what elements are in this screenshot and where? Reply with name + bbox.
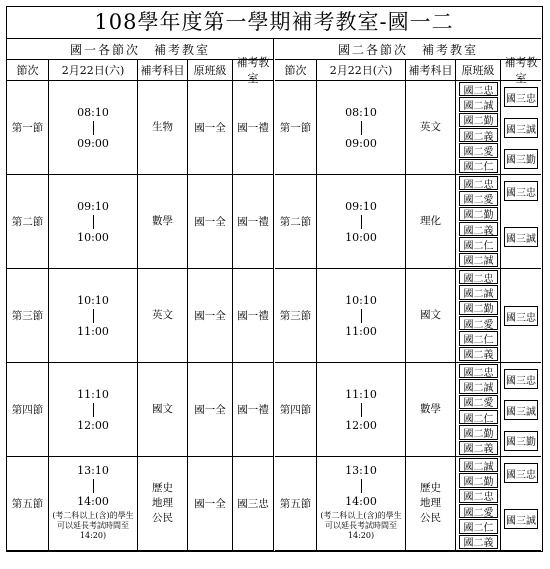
class-box: 國二義 [459,222,498,236]
exam-subject-text: 數學 [420,403,441,415]
class-box: 國二勤 [459,301,498,315]
column-header [275,60,317,81]
class-box: 國二愛 [459,395,498,409]
period-name-text: 第三節 [279,310,312,322]
column-header-text: 補考教室 [504,56,538,85]
room-box: 國三誠 [504,227,538,247]
class-box: 國二誠 [459,379,498,393]
exam-subject [138,457,188,551]
exam-subject-text: 地理 [152,497,173,509]
class-box: 國二忠 [459,176,498,190]
period-name [275,81,317,175]
period-time [49,269,138,363]
exam-subject-text: 歷史 [152,482,173,494]
class-box: 國二仁 [459,519,498,533]
extension-note: (考二科以上(含)的學生可以延長考試時間至14:20) [320,511,402,540]
class-box: 國二誠 [459,253,498,267]
class-box: 國二勤 [459,207,498,221]
class-box: 國二誠 [459,458,498,472]
exam-subject [406,175,456,269]
exam-subject [406,457,456,551]
column-header [406,60,456,81]
period-end-time: 14:00 [77,495,109,508]
column-header-text: 2月22日(六) [61,64,125,77]
schedule-sheet [6,6,543,552]
period-name [7,363,49,457]
exam-room [233,81,273,175]
class-box: 國二義 [459,347,498,361]
column-header [233,56,273,85]
original-class [188,175,233,269]
exam-subject [406,81,456,175]
room-box: 國三忠 [504,306,538,326]
extension-note: (考二科以上(含)的學生可以延長考試時間至14:20) [52,511,134,540]
exam-subject [138,363,188,457]
original-class [188,81,233,175]
period-name [7,175,49,269]
column-header-text: 2月22日(六) [329,64,393,77]
class-box: 國二義 [459,535,498,549]
exam-subject-text: 地理 [420,497,441,509]
period-end-time: 10:00 [77,230,109,244]
class-box: 國二勤 [459,113,498,127]
class-box: 國二義 [459,441,498,455]
original-class [188,269,233,363]
time-separator [93,215,94,229]
time-separator [361,309,362,323]
period-name [275,269,317,363]
column-header-text: 補考科目 [408,64,453,77]
class-box: 國二忠 [459,82,498,96]
period-end-time: 11:00 [345,324,377,338]
class-box: 國二愛 [459,143,498,157]
period-end-time: 09:00 [345,136,377,150]
original-class-text: 國一全 [194,498,226,510]
period-time [317,457,406,551]
period-name-text: 第一節 [279,122,312,134]
period-time [49,363,138,457]
exam-room [233,363,273,457]
exam-subject-text: 生物 [152,121,173,133]
column-header-text: 補考教室 [236,56,270,85]
original-class-text: 國一全 [194,216,226,228]
period-time [49,457,138,551]
period-name-text: 第五節 [279,498,312,510]
room-box: 國三誠 [504,118,538,138]
period-start-time: 09:10 [77,199,109,213]
exam-subject [138,269,188,363]
class-box: 國二誠 [459,97,498,111]
original-class-text: 國一全 [194,122,226,134]
exam-subject-text: 歷史 [420,482,441,494]
period-name [275,363,317,457]
period-name [7,269,49,363]
exam-room-text: 國一禮 [237,122,269,134]
original-class-text: 國一全 [194,404,226,416]
room-box: 國三誠 [504,400,538,420]
column-header [501,56,541,85]
period-time [317,175,406,269]
class-box: 國二忠 [459,489,498,503]
period-start-time: 10:10 [77,293,109,307]
period-name [275,457,317,551]
period-start-time: 08:10 [345,105,377,119]
class-box: 國二仁 [459,159,498,173]
time-separator [361,121,362,135]
exam-room-text: 國一禮 [237,310,269,322]
time-separator [361,479,362,493]
exam-subject [406,269,456,363]
exam-subject [406,363,456,457]
room-box: 國三忠 [504,463,538,483]
time-separator [93,479,94,493]
exam-room-text: 國三忠 [237,498,269,510]
period-name [7,81,49,175]
grade-8-section [275,39,541,551]
column-header-text: 節次 [16,64,39,77]
column-header [138,60,188,81]
time-separator [361,403,362,417]
exam-subject-text: 公民 [152,512,173,524]
class-box: 國二仁 [459,410,498,424]
period-time [317,81,406,175]
period-start-time: 11:10 [77,387,109,401]
period-time [49,175,138,269]
column-header-text: 原班級 [193,64,227,77]
column-header [456,60,501,81]
period-start-time: 11:10 [345,387,377,401]
column-header-text: 節次 [284,64,307,77]
class-box: 國二忠 [459,364,498,378]
room-box: 國三勤 [504,149,538,169]
class-box: 國二愛 [459,504,498,518]
exam-room-text: 國一禮 [237,216,269,228]
period-name [275,175,317,269]
period-end-time: 12:00 [345,418,377,432]
time-separator [93,121,94,135]
class-box: 國二愛 [459,191,498,205]
time-separator [93,403,94,417]
column-header [188,60,233,81]
class-box: 國二勤 [459,473,498,487]
exam-room [233,175,273,269]
time-separator [361,215,362,229]
period-start-time: 13:10 [77,464,109,477]
period-name-text: 第五節 [11,498,44,510]
grade-7-section [7,39,274,551]
column-header-text: 原班級 [461,64,495,77]
room-box: 國三忠 [504,181,538,201]
exam-subject-text: 英文 [152,309,173,321]
period-end-time: 10:00 [345,230,377,244]
period-name-text: 第二節 [279,216,312,228]
period-start-time: 10:10 [345,293,377,307]
grade-8-table [275,39,541,551]
class-box: 國二仁 [459,331,498,345]
period-end-time: 11:00 [77,324,109,338]
period-start-time: 08:10 [77,105,109,119]
exam-subject [138,175,188,269]
period-time [317,269,406,363]
exam-room [233,269,273,363]
period-start-time: 09:10 [345,199,377,213]
class-box: 國二愛 [459,316,498,330]
period-end-time: 09:00 [77,136,109,150]
exam-subject-text: 國文 [152,403,173,415]
column-header [49,60,138,81]
period-name [7,457,49,551]
period-name-text: 第四節 [11,404,44,416]
exam-subject-text: 理化 [420,215,441,227]
column-header-text: 補考科目 [140,64,185,77]
exam-subject-text: 國文 [420,309,441,321]
exam-subject-text: 公民 [420,512,441,524]
period-start-time: 13:10 [345,464,377,477]
room-box: 國三忠 [504,369,538,389]
section-title-text: 國一各節次 補考教室 [69,42,210,57]
period-time [317,363,406,457]
period-time [49,81,138,175]
page-title: 108學年度第一學期補考教室-國一二 [7,7,541,39]
period-name-text: 第二節 [11,216,44,228]
exam-subject-text: 數學 [152,215,173,227]
exam-subject-text: 英文 [420,121,441,133]
class-box: 國二仁 [459,237,498,251]
room-box: 國三誠 [504,509,538,529]
class-box: 國二誠 [459,285,498,299]
class-box: 國二忠 [459,270,498,284]
column-header [7,60,49,81]
exam-room [233,457,273,551]
section-title-text: 國二各節次 補考教室 [337,42,478,57]
period-name-text: 第一節 [11,122,44,134]
exam-subject [138,81,188,175]
exam-room-text: 國一禮 [237,404,269,416]
period-end-time: 14:00 [345,495,377,508]
period-name-text: 第四節 [279,404,312,416]
original-class-text: 國一全 [194,310,226,322]
column-header [317,60,406,81]
period-name-text: 第三節 [11,310,44,322]
period-end-time: 12:00 [77,418,109,432]
class-box: 國二義 [459,128,498,142]
room-box: 國三忠 [504,87,538,107]
class-box: 國二勤 [459,425,498,439]
room-box: 國三勤 [504,431,538,451]
time-separator [93,309,94,323]
grade-7-table [7,39,273,551]
original-class [188,363,233,457]
original-class [188,457,233,551]
